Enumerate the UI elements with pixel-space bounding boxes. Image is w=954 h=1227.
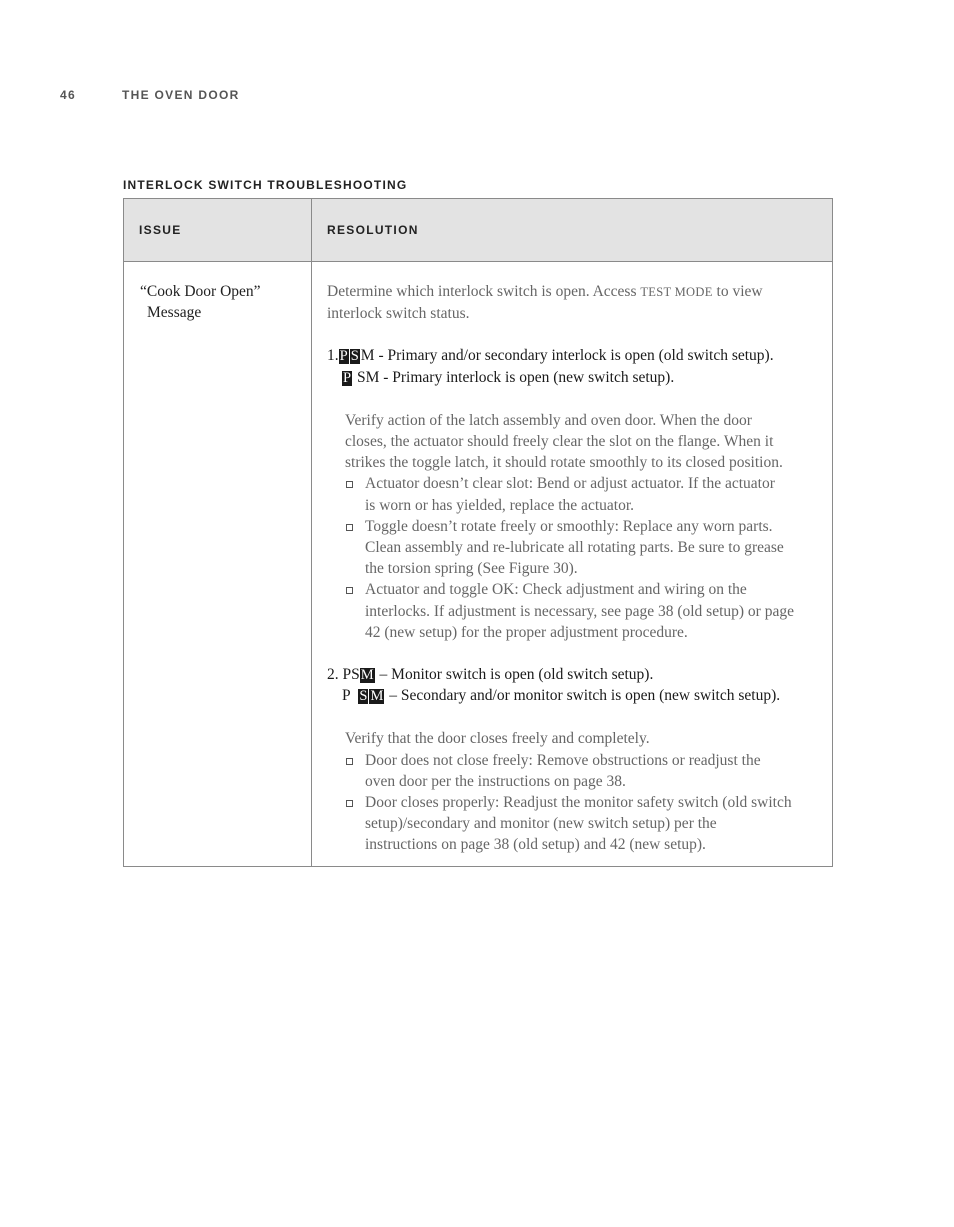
switch-m-highlight: M [360,667,374,684]
step-1-line-1 [327,345,828,366]
table-header-row [124,199,833,262]
step-1 [327,345,828,643]
switch-letters: P [342,687,351,705]
test-mode-term: TEST MODE [640,285,713,299]
step-text: – Monitor switch is open (old switch setup). [379,666,654,684]
step-text: – Secondary and/or monitor switch is open (new switch setup). [389,687,781,705]
list-item [345,473,828,515]
square-bullet-icon [346,587,353,594]
issue-text-line1: “Cook Door Open” [140,283,261,300]
bullet-line: Door closes properly: Readjust the monitor safety switch (old switch [365,794,792,812]
troubleshooting-table [123,198,833,867]
column-header-resolution: RESOLUTION [312,199,833,262]
bullet-line: 42 (new setup) for the proper adjustment procedure. [365,623,688,641]
bullet-line: Door does not close freely: Remove obstructions or readjust the [365,751,761,769]
section-title: INTERLOCK SWITCH TROUBLESHOOTING [123,178,408,192]
switch-p-highlight: P [339,348,348,365]
column-header-issue: ISSUE [124,199,312,262]
bullet-line: Clean assembly and re-lubricate all rotating parts. Be sure to grease [365,539,784,557]
step-2-line-1 [327,664,828,685]
issue-text-line2: Message [147,304,202,322]
step-2-details [327,728,828,855]
bullet-line: Actuator doesn’t clear slot: Bend or adjust actuator. If the actuator [365,475,775,493]
step-2 [327,664,828,856]
verify-line: Verify action of the latch assembly and oven door. When the door [345,411,752,429]
switch-p-highlight: P [343,369,352,386]
bullet-line: Actuator and toggle OK: Check adjustment and wiring on the [365,581,747,599]
resolution-cell [312,262,833,867]
intro-text: Determine which interlock switch is open. Access [327,283,637,300]
square-bullet-icon [346,800,353,807]
bullet-line: the torsion spring (See Figure 30). [365,560,578,578]
step-number: 1. [327,347,339,365]
step-text: SM - Primary interlock is open (new switch setup). [356,368,675,386]
issue-cell [124,262,312,867]
intro-text-after: to view [716,283,763,300]
verify-text [345,410,828,474]
bullet-line: oven door per the instructions on page 38. [365,772,626,790]
switch-m-highlight: M [370,688,384,705]
switch-letters: PS [342,666,360,684]
list-item [345,516,828,580]
bullet-line: interlocks. If adjustment is necessary, see page 38 (old setup) or page [365,602,794,620]
step-2-bullet-list [345,750,828,856]
chapter-title: THE OVEN DOOR [122,88,240,102]
verify-line: closes, the actuator should freely clear the slot on the flange. When it [345,433,774,451]
step-number: 2. [327,666,339,684]
square-bullet-icon [346,481,353,488]
verify-line: strikes the toggle latch, it should rotate smoothly to its closed position. [345,454,783,472]
step-1-bullet-list [345,473,828,643]
running-header [60,88,240,102]
resolution-intro [327,281,828,324]
list-item [345,579,828,643]
list-item [345,792,828,856]
bullet-line: instructions on page 38 (old setup) and 42 (new setup). [365,836,706,854]
step-1-line-2 [327,367,828,388]
page-number: 46 [60,88,76,102]
square-bullet-icon [346,524,353,531]
switch-s-highlight: S [350,348,359,365]
list-item [345,750,828,792]
step-2-line-2 [327,685,828,706]
bullet-line: is worn or has yielded, replace the actuator. [365,496,634,514]
table-row [124,262,833,867]
verify-text: Verify that the door closes freely and completely. [345,730,650,748]
step-1-details [327,410,828,643]
square-bullet-icon [346,758,353,765]
step-text: M - Primary and/or secondary interlock is open (old switch setup). [360,347,774,365]
switch-s-highlight: S [359,688,368,705]
intro-text-line2: interlock switch status. [327,305,470,323]
bullet-line: setup)/secondary and monitor (new switch setup) per the [365,815,717,833]
bullet-line: Toggle doesn’t rotate freely or smoothly: Replace any worn parts. [365,517,773,535]
